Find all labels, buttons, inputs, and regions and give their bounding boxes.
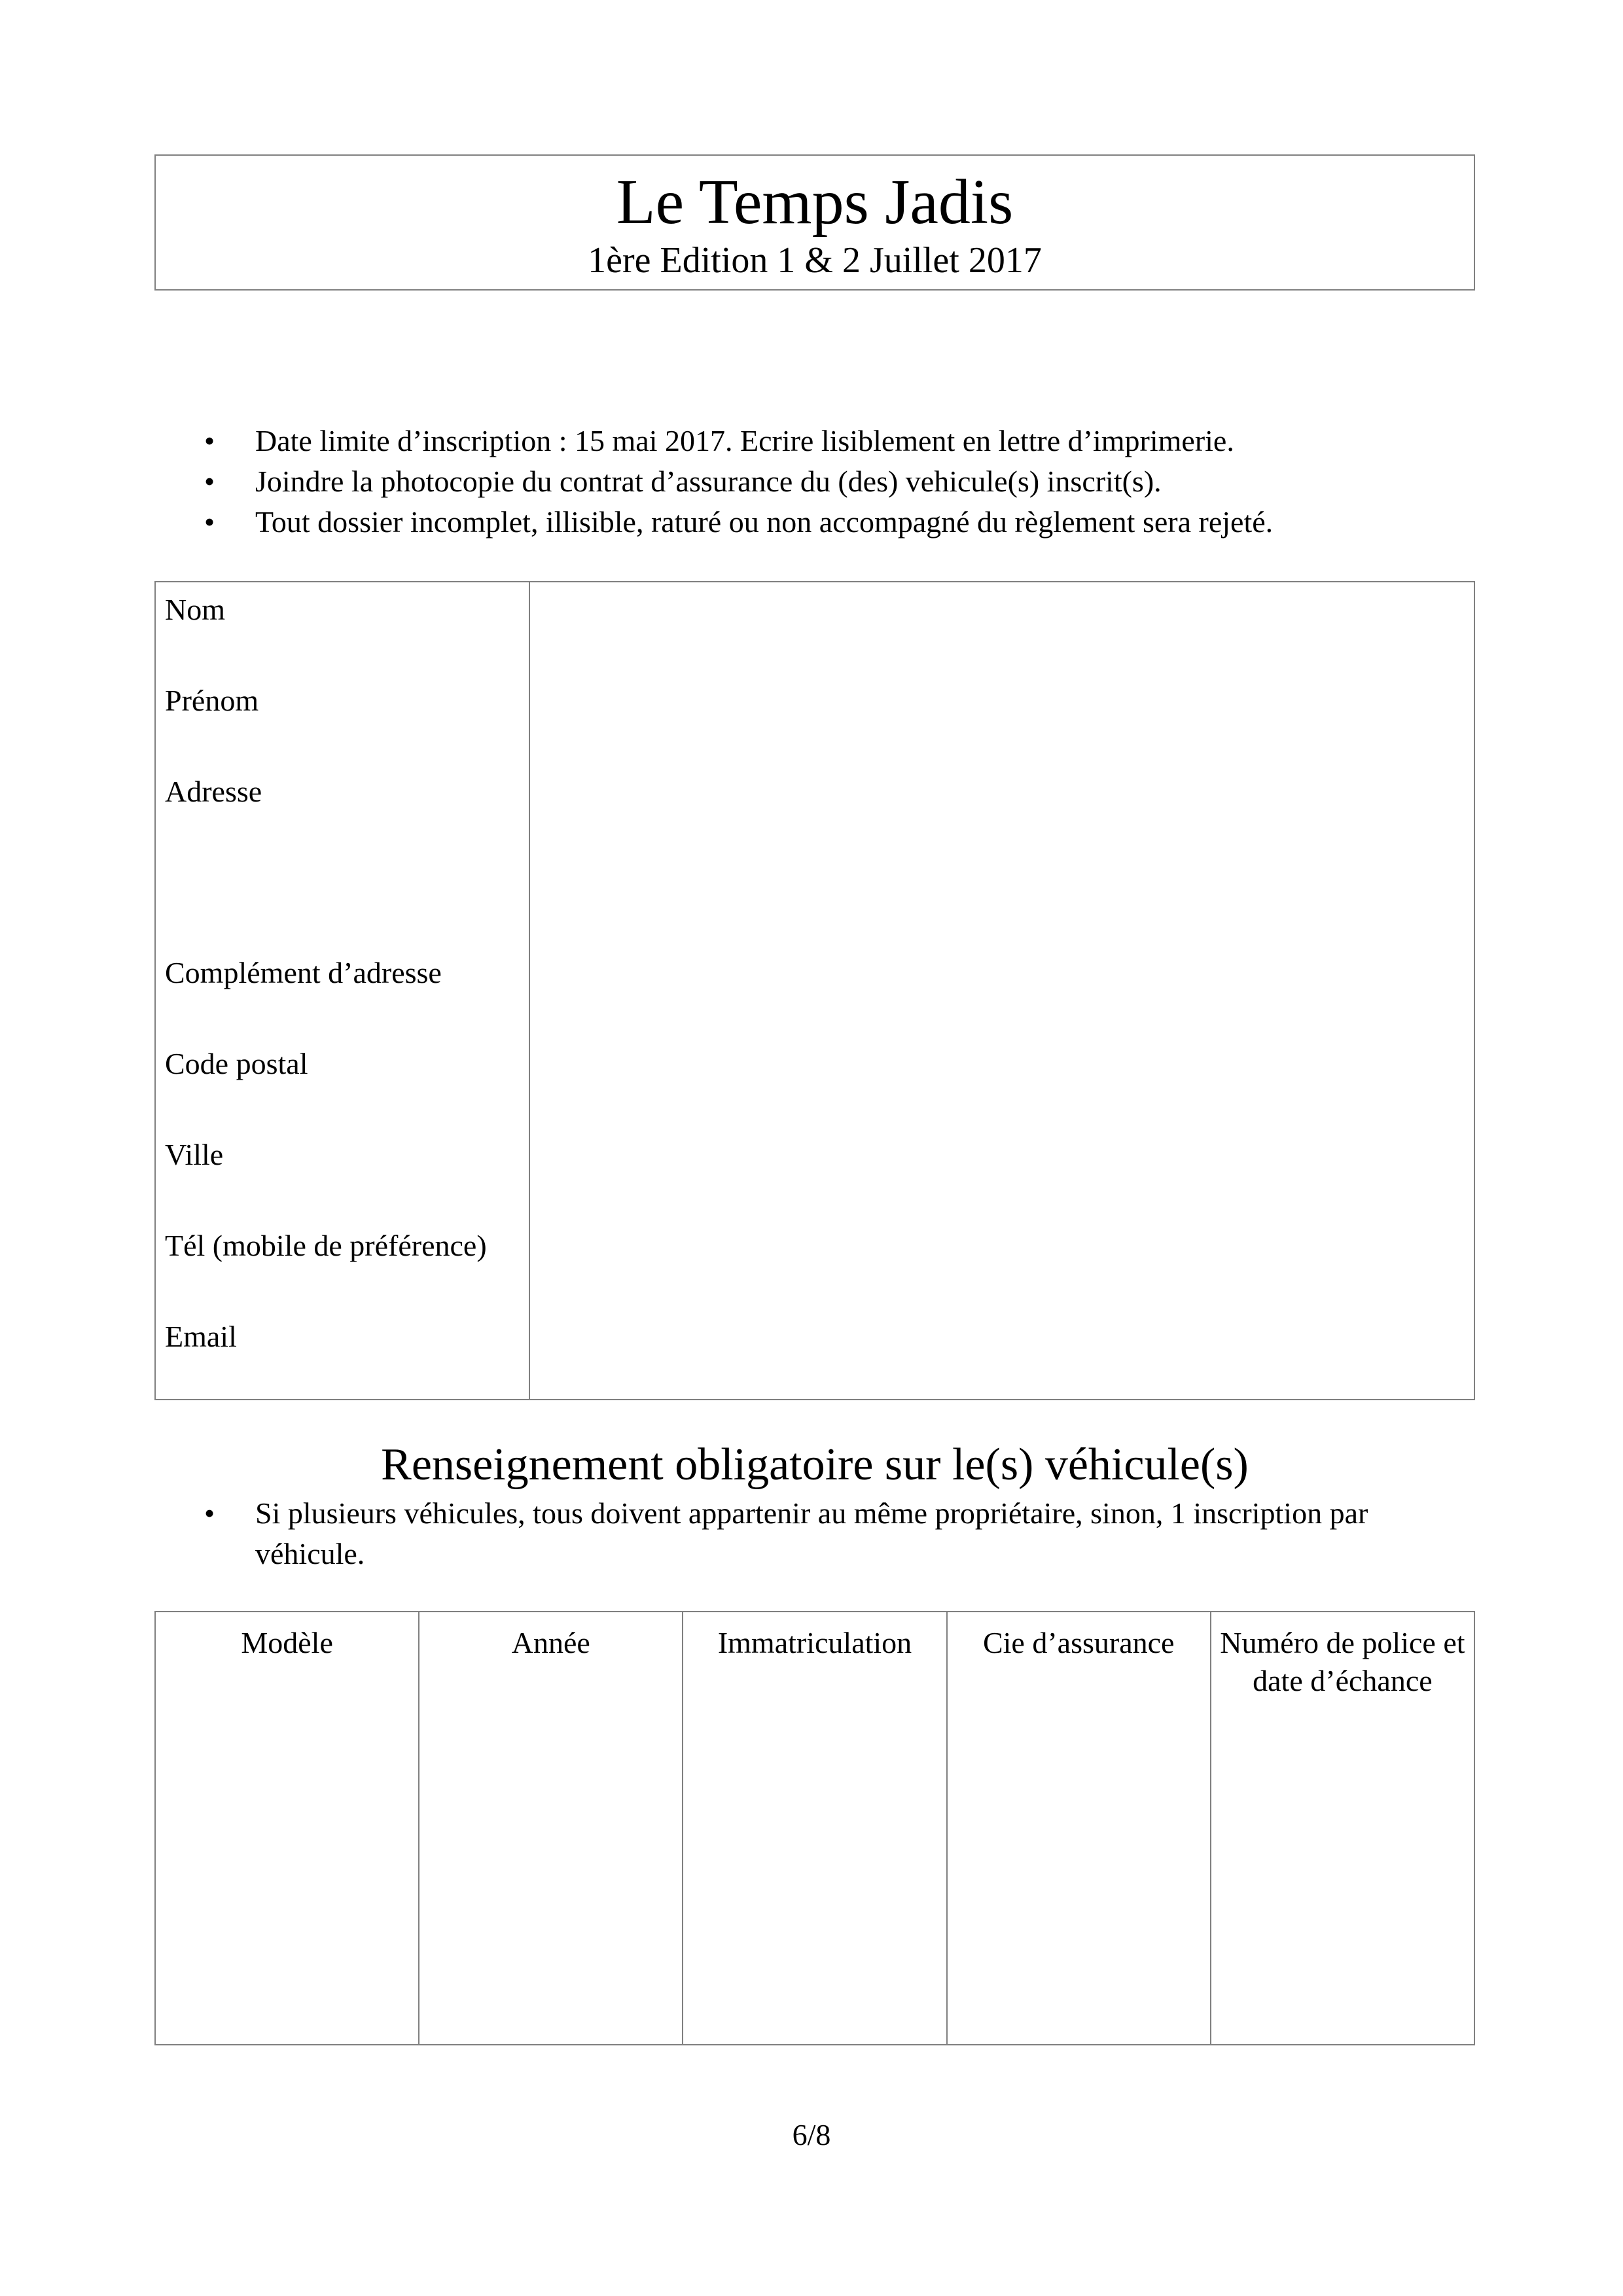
bullet-icon: •	[204, 424, 215, 457]
column-header-annee: Année	[418, 1612, 682, 2044]
vehicle-table	[154, 1611, 1475, 2045]
label-complement-adresse: Complément d’adresse	[165, 956, 442, 989]
owner-info-table	[154, 581, 1475, 1400]
rules-list	[154, 421, 1476, 542]
vehicle-section-heading: Renseignement obligatoire sur le(s) véhicule(s)	[381, 1439, 1249, 1490]
label-adresse: Adresse	[165, 775, 262, 808]
rule-item	[154, 461, 1476, 502]
rule-item	[154, 502, 1476, 542]
bullet-icon: •	[204, 465, 215, 498]
rule-text: Date limite d’inscription : 15 mai 2017. Ecrire lisiblement en lettre d’imprimerie.	[255, 424, 1234, 457]
label-email: Email	[165, 1320, 237, 1353]
rule-text: Si plusieurs véhicules, tous doivent appartenir au même propriétaire, sinon, 1 inscription par véhicule.	[255, 1496, 1368, 1570]
rule-text: Joindre la photocopie du contrat d’assurance du (des) vehicule(s) inscrit(s).	[255, 465, 1162, 498]
vehicle-rules-list	[154, 1493, 1476, 1574]
label-code-postal: Code postal	[165, 1047, 308, 1080]
column-header-immatriculation: Immatriculation	[682, 1612, 946, 2044]
rule-text: Tout dossier incomplet, illisible, raturé ou non accompagné du règlement sera rejeté.	[255, 505, 1274, 539]
bullet-icon: •	[204, 1496, 215, 1530]
label-ville: Ville	[165, 1138, 224, 1171]
column-header-police: Numéro de police et date d’échance	[1210, 1612, 1474, 2044]
column-divider	[529, 582, 530, 1399]
page-number: 6/8	[792, 2118, 831, 2151]
document-title: Le Temps Jadis	[616, 167, 1014, 238]
bullet-icon: •	[204, 505, 215, 539]
document-subtitle: 1ère Edition 1 & 2 Juillet 2017	[588, 240, 1042, 281]
column-header-modele: Modèle	[241, 1626, 333, 1659]
label-telephone: Tél (mobile de préférence)	[165, 1229, 487, 1262]
label-nom: Nom	[165, 593, 225, 626]
title-box	[154, 154, 1475, 291]
column-header-assurance: Cie d’assurance	[946, 1612, 1210, 2044]
rule-item	[154, 421, 1476, 461]
label-prenom: Prénom	[165, 684, 259, 717]
rule-item	[154, 1493, 1476, 1574]
